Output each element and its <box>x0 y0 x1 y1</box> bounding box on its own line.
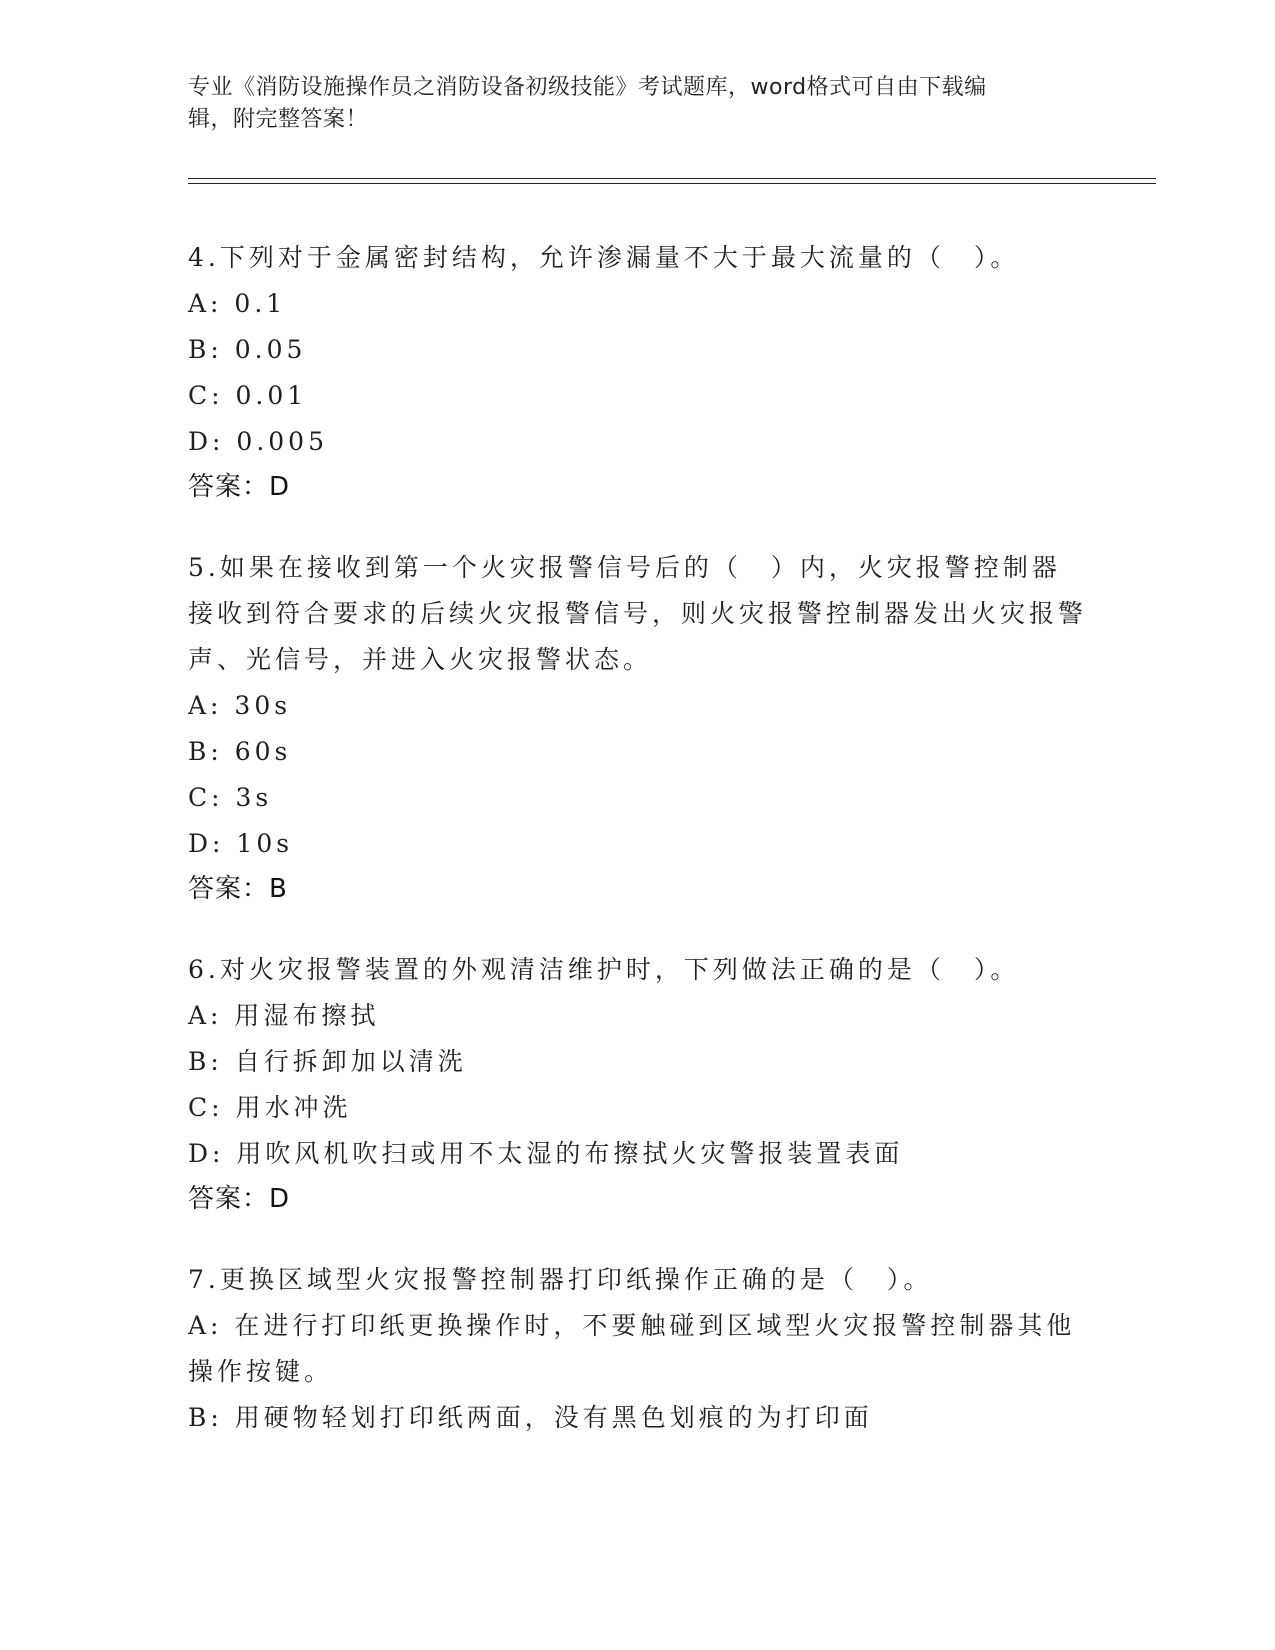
option-d: D: 0.005 <box>188 427 328 456</box>
option-c: C: 3s <box>188 783 273 812</box>
option-b: B: 60s <box>188 737 292 766</box>
header-line-2: 辑，附完整答案！ <box>188 107 369 132</box>
answer: 答案：D <box>188 1184 291 1214</box>
option-a: A: 在进行打印纸更换操作时，不要触碰到区域型火灾报警控制器其他操作按键。 <box>188 1311 1076 1386</box>
question-stem: 4.下列对于金属密封结构，允许渗漏量不大于最大流量的（ ）。 <box>188 243 1020 272</box>
option-d: D: 用吹风机吹扫或用不太湿的布擦拭火灾警报装置表面 <box>188 1139 904 1168</box>
option-b: B: 0.05 <box>188 335 307 364</box>
header-rule-bottom <box>188 183 1156 184</box>
header <box>188 72 1088 136</box>
question-7 <box>188 1257 1088 1441</box>
option-a: A: 用湿布擦拭 <box>188 1001 380 1030</box>
option-c: C: 用水冲洗 <box>188 1093 352 1122</box>
question-stem: 5.如果在接收到第一个火灾报警信号后的（ ）内，火灾报警控制器接收到符合要求的后续火灾报警信号，则火灾报警控制器发出火灾报警声、光信号，并进入火灾报警状态。 <box>188 553 1088 674</box>
option-d: D: 10s <box>188 829 294 858</box>
question-4 <box>188 235 1088 509</box>
header-line-1: 专业《消防设施操作员之消防设备初级技能》考试题库，word格式可自由下载编 <box>188 75 987 100</box>
question-stem: 6.对火灾报警装置的外观清洁维护时，下列做法正确的是（ ）。 <box>188 955 1020 984</box>
answer: 答案：B <box>188 874 288 904</box>
option-b: B: 用硬物轻划打印纸两面，没有黑色划痕的为打印面 <box>188 1403 873 1432</box>
question-stem: 7.更换区域型火灾报警控制器打印纸操作正确的是（ ）。 <box>188 1265 933 1294</box>
question-list <box>188 235 1088 1477</box>
answer: 答案：D <box>188 472 291 502</box>
question-5 <box>188 545 1088 911</box>
header-rule-top <box>188 178 1156 179</box>
question-6 <box>188 947 1088 1221</box>
option-a: A: 0.1 <box>188 289 287 318</box>
option-c: C: 0.01 <box>188 381 308 410</box>
option-b: B: 自行拆卸加以清洗 <box>188 1047 467 1076</box>
option-a: A: 30s <box>188 691 292 720</box>
